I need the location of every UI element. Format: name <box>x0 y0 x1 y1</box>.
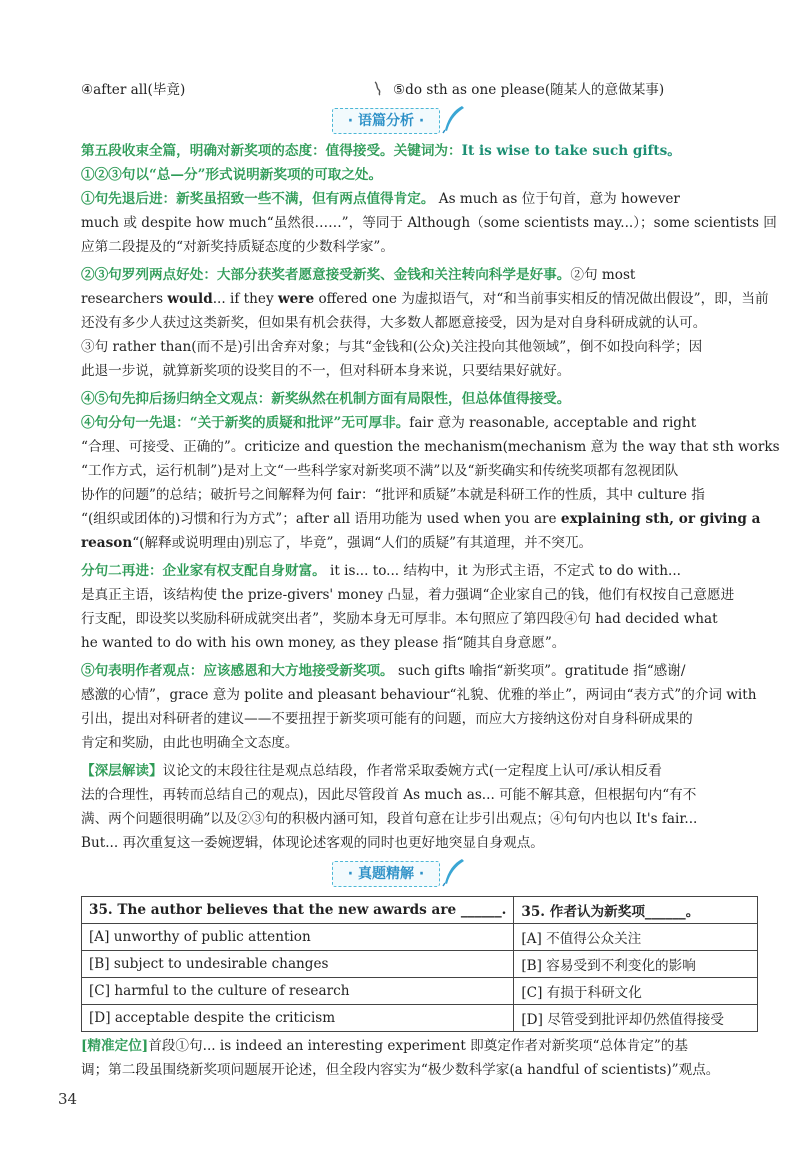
table-row <box>82 951 758 978</box>
table-row <box>82 897 758 924</box>
para-clause2-line1: 分句二再进：企业家有权支配自身财富。 it is... to... 结构中，it 为形式主语，不定式 to do with... <box>81 563 681 579</box>
question-table <box>81 896 758 1032</box>
deep-analysis-line3: 满、两个问题很明确”以及②③句的积极内涵可知，段首句意在让步引出观点；④句句内也以 It's fair... <box>81 811 698 827</box>
para-sentence1-line2: much 或 despite how much“虽然很……”，等同于 Although（some scientists may...）；some scientists 回 <box>81 215 777 231</box>
deep-analysis-line1: 【深层解读】议论文的末段往往是观点总结段，作者常采取委婉方式(一定程度上认可/承认相反看 <box>81 763 662 779</box>
para-sentence23-line5: 此退一步说，就算新奖项的设奖目的不一，但对科研本身来说，只要结果好就好。 <box>81 363 571 379</box>
para-sentence45-summary: ④⑤句先抑后扬归纳全文观点：新奖纵然在机制方面有局限性，但总体值得接受。 <box>81 391 571 407</box>
option-b-cn: [B] 容易受到不利变化的影响 <box>514 951 758 978</box>
question-stem-cn: 35. 作者认为新奖项______。 <box>514 897 758 924</box>
section-banner-text-analysis: · 语篇分析 · <box>332 108 440 134</box>
page-number: 34 <box>58 1090 78 1108</box>
vocab-item-after-all: ④after all(毕竟) <box>81 82 186 98</box>
precise-location-line1: [精准定位]首段①句... is indeed an interesting experiment 即奠定作者对新奖项“总体肯定”的基 <box>81 1038 688 1054</box>
para-clause2-line3: 行支配，即设奖以奖励科研成就突出者”，奖励本身无可厚非。本句照应了第四段④句 had decided what <box>81 611 718 627</box>
quill-pen-icon <box>440 857 466 887</box>
para-structure: ①②③句以“总—分”形式说明新奖项的可取之处。 <box>81 167 383 183</box>
para-sentence4-line3: “工作方式，运行机制”)是对上文“一些科学家对新奖项不满”以及“新奖确实和传统奖项都有忽视团队 <box>81 463 679 479</box>
para-sentence23-line3: 还没有多少人获过这类新奖，但如果有机会获得，大多数人都愿意接受，因为是对自身科研成就的认可。 <box>81 315 707 331</box>
para-sentence4-line1: ④句分句一先退：“关于新奖的质疑和批评”无可厚非。fair 意为 reasonable, acceptable and right <box>81 415 697 431</box>
para-sentence23-line1: ②③句罗列两点好处：大部分获奖者愿意接受新奖、金钱和关注转向科学是好事。②句 most <box>81 267 636 283</box>
para-sentence4-line4: 协作的问题”的总结；破折号之间解释为何 fair：“批评和质疑”本就是科研工作的性质，其中 culture 指 <box>81 487 705 503</box>
option-b-en: [B] subject to undesirable changes <box>82 951 514 978</box>
para-sentence1-line1: ①句先退后进：新奖虽招致一些不满，但有两点值得肯定。 As much as 位于句首，意为 however <box>81 191 680 207</box>
option-d-en: [D] acceptable despite the criticism <box>82 1005 514 1032</box>
option-c-cn: [C] 有损于科研文化 <box>514 978 758 1005</box>
precise-location-line2: 调；第二段虽围绕新奖项问题展开论述，但全段内容实为“极少数科学家(a handful of scientists)”观点。 <box>81 1062 720 1078</box>
deep-analysis-line2: 法的合理性，再转而总结自己的观点)，因此尽管段首 As much as... 可能不解其意，但根据句内“有不 <box>81 787 697 803</box>
para-sentence4-line6: reason“(解释或说明理由)别忘了，毕竟”，强调“人们的质疑”有其道理，并不突兀。 <box>81 535 593 551</box>
para-sentence5-line1: ⑤句表明作者观点：应该感恩和大方地接受新奖项。 such gifts 喻指“新奖项”。gratitude 指“感谢/ <box>81 663 686 679</box>
option-a-cn: [A] 不值得公众关注 <box>514 924 758 951</box>
table-row <box>82 1005 758 1032</box>
para-clause2-line2: 是真正主语，该结构使 the prize-givers' money 凸显，着力强调“企业家自己的钱，他们有权按自己意愿进 <box>81 587 735 603</box>
para-clause2-line4: he wanted to do with his own money, as they please 指“随其自身意愿”。 <box>81 635 566 651</box>
table-row <box>82 978 758 1005</box>
para-sentence4-line5: “(组织或团体的)习惯和行为方式”；after all 语用功能为 used when you are explaining sth, or giving a <box>81 511 761 527</box>
para-sentence4-line2: “合理、可接受、正确的”。criticize and question the mechanism(mechanism 意为 the way that sth works <box>81 439 780 455</box>
option-a-en: [A] unworthy of public attention <box>82 924 514 951</box>
vocab-item-do-sth: ⑤do sth as one please(随某人的意做某事) <box>393 82 665 98</box>
para-sentence23-line4: ③句 rather than(而不是)引出舍弃对象；与其“金钱和(公众)关注投向其他领域”，倒不如投向科学；因 <box>81 339 703 355</box>
para-summary: 第五段收束全篇，明确对新奖项的态度：值得接受。关键词为：It is wise to take such gifts。 <box>81 143 681 159</box>
para-sentence5-line4: 肯定和奖励，由此也明确全文态度。 <box>81 735 299 751</box>
option-d-cn: [D] 尽管受到批评却仍然值得接受 <box>514 1005 758 1032</box>
deep-analysis-line4: But... 再次重复这一委婉逻辑，体现论述客观的同时也更好地突显自身观点。 <box>81 835 544 851</box>
para-sentence1-line3: 应第二段提及的“对新奖持质疑态度的少数科学家”。 <box>81 239 394 255</box>
para-sentence5-line3: 引出，提出对科研者的建议——不要扭捏于新奖项可能有的问题，而应大方接纳这份对自身科研成果的 <box>81 711 693 727</box>
table-row <box>82 924 758 951</box>
option-c-en: [C] harmful to the culture of research <box>82 978 514 1005</box>
section-banner-exam-analysis: · 真题精解 · <box>332 861 440 887</box>
para-sentence23-line2: researchers would... if they were offered one 为虚拟语气，对“和当前事实相反的情况做出假设”，即，当前 <box>81 291 769 307</box>
para-sentence5-line2: 感激的心情”，grace 意为 polite and pleasant behaviour“礼貌、优雅的举止”，两词由“表方式”的介词 with <box>81 687 757 703</box>
bookmark-icon <box>372 80 384 96</box>
quill-pen-icon <box>440 104 466 134</box>
question-stem-en: 35. The author believes that the new awards are ______. <box>82 897 514 924</box>
